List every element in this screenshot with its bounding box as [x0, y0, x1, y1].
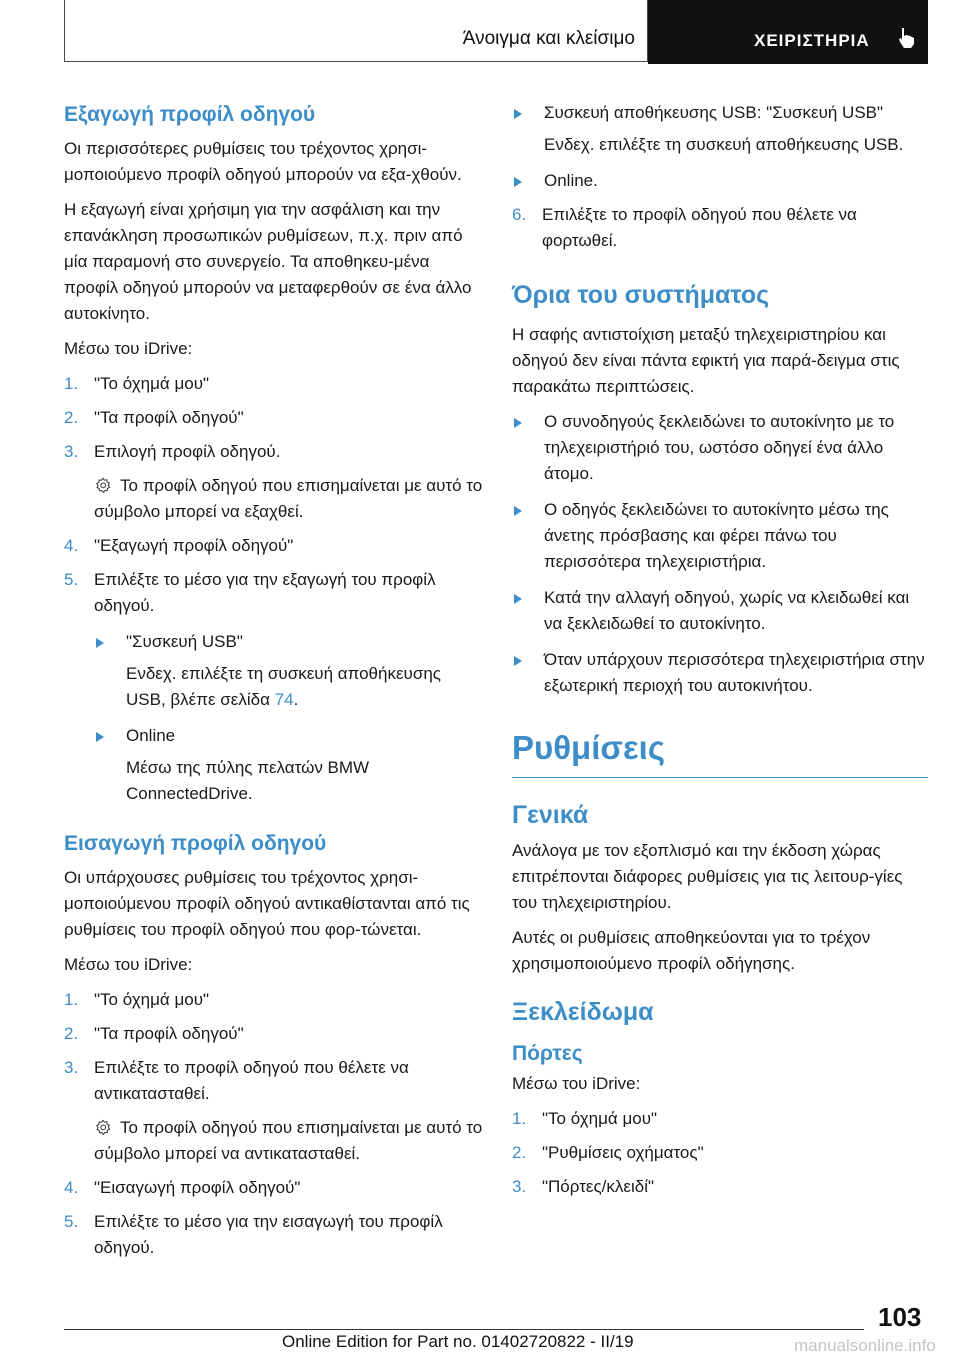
- bullet-item: Ο οδηγός ξεκλειδώνει το αυτοκίνητο μέσω της άνετης πρόσβασης και φέρει πάνω του περισσότερα τηλεχειριστήρια.: [512, 497, 928, 575]
- unlock-heading: Ξεκλείδωμα: [512, 998, 654, 1026]
- export-paragraph-1: Οι περισσότερες ρυθμίσεις του τρέχοντος χρησι-μοποιούμενο προφίλ οδηγού μπορούν να εξα-χθούν.: [64, 139, 462, 184]
- bullet-item: Όταν υπάρχουν περισσότερα τηλεχειριστήρια στην εξωτερική περιοχή του αυτοκινήτου.: [512, 647, 928, 699]
- list-item: 3. "Πόρτες/κλειδί": [512, 1177, 655, 1196]
- import-step-6: [512, 202, 928, 254]
- page-link[interactable]: 74: [274, 690, 294, 709]
- bullet-item: Κατά την αλλαγή οδηγού, χωρίς να κλειδωθεί και να ξεκλειδωθεί το αυτοκίνητο.: [512, 585, 928, 637]
- right-column: [512, 100, 928, 1208]
- bullet-item: Ο συνοδηγούς ξεκλειδώνει το αυτοκίνητο με το τηλεχειριστήριό του, ωστόσο οδηγεί ένα άλλο άτομο.: [512, 409, 928, 487]
- import-steps-continued: [64, 1175, 484, 1261]
- export-paragraph-2: Η εξαγωγή είναι χρήσιμη για την ασφάλιση και την επανάκληση προσωπικών ρυθμίσεων, π.χ. πριν από μία παραμονή στο συνεργείο. Τα αποθηκευ-μένα προφίλ οδηγού μπορούν να μεταφερθούν σε ένα άλλο αυτοκίνητο.: [64, 200, 472, 323]
- export-steps: [64, 371, 484, 465]
- import-steps: [64, 987, 484, 1107]
- list-item: 2. "Τα προφίλ οδηγού": [64, 408, 244, 427]
- general-paragraph-2: Αυτές οι ρυθμίσεις αποθηκεύονται για το τρέχον χρησιμοποιούμενο προφίλ οδήγησης.: [512, 928, 871, 973]
- bullet-item: Συσκευή αποθήκευσης USB: "Συσκευή USB" Ενδεχ. επιλέξτε τη συσκευή αποθήκευσης USB.: [512, 100, 928, 158]
- gear-icon: [94, 1119, 112, 1137]
- system-limits-paragraph: Η σαφής αντιστοίχιση μεταξύ τηλεχειριστηρίου και οδηγού δεν είναι πάντα εφικτή για παρά-δειγμα στις παρακάτω περιπτώσεις.: [512, 325, 900, 396]
- export-options: [94, 629, 484, 807]
- export-heading: Εξαγωγή προφίλ οδηγού: [64, 103, 316, 126]
- triangle-bullet-icon: [514, 506, 522, 516]
- doors-steps: [512, 1106, 928, 1200]
- page-header: [64, 0, 928, 64]
- import-via: Μέσω του iDrive:: [64, 955, 193, 974]
- doors-via: Μέσω του iDrive:: [512, 1074, 641, 1093]
- triangle-bullet-icon: [514, 594, 522, 604]
- list-item: 5. Επιλέξτε το μέσο για την εισαγωγή του προφίλ οδηγού.: [64, 1212, 443, 1257]
- triangle-bullet-icon: [96, 732, 104, 742]
- left-column: [64, 100, 484, 1269]
- import-heading: Εισαγωγή προφίλ οδηγού: [64, 832, 327, 855]
- general-paragraph-1: Ανάλογα με τον εξοπλισμό και την έκδοση χώρας επιτρέπονται διάφορες ρυθμίσεις για τις λειτουρ-γίες του τηλεχειριστηρίου.: [512, 841, 903, 912]
- triangle-bullet-icon: [514, 418, 522, 428]
- general-heading: Γενικά: [512, 801, 589, 829]
- export-note: Το προφίλ οδηγού που επισημαίνεται με αυτό το σύμβολο μπορεί να εξαχθεί.: [94, 476, 483, 521]
- bullet-item: "Συσκευή USB" Ενδεχ. επιλέξτε τη συσκευή αποθήκευσης USB, βλέπε σελίδα 74.: [94, 629, 484, 713]
- list-item: 6. Επιλέξτε το προφίλ οδηγού που θέλετε να φορτωθεί.: [512, 205, 857, 250]
- section-title: Άνοιγμα και κλείσιμο: [462, 28, 635, 49]
- edition-text: Online Edition for Part no. 01402720822 - II/19: [282, 1332, 634, 1351]
- section-title-box: [64, 0, 648, 62]
- doors-heading: Πόρτες: [512, 1042, 583, 1065]
- list-item: 2. "Ρυθμίσεις οχήματος": [512, 1143, 704, 1162]
- chapter-tab: [648, 0, 928, 64]
- list-item: 5. Επιλέξτε το μέσο για την εξαγωγή του προφίλ οδηγού.: [64, 570, 436, 615]
- hand-pointer-icon: [896, 26, 918, 50]
- import-note: Το προφίλ οδηγού που επισημαίνεται με αυτό το σύμβολο μπορεί να αντικατασταθεί.: [94, 1118, 483, 1163]
- list-item: 2. "Τα προφίλ οδηγού": [64, 1024, 244, 1043]
- list-item: 4. "Εξαγωγή προφίλ οδηγού": [64, 536, 294, 555]
- gear-icon: [94, 477, 112, 495]
- import-paragraph-1: Οι υπάρχουσες ρυθμίσεις του τρέχοντος χρησι-μοποιούμενου προφίλ οδηγού αντικαθίστανται από τις ρυθμίσεις του προφίλ οδηγού που φορ-τώνεται.: [64, 868, 470, 939]
- system-limits-heading: Όρια του συστήματος: [512, 281, 770, 309]
- list-item: 4. "Εισαγωγή προφίλ οδηγού": [64, 1178, 301, 1197]
- chapter-label: ΧΕΙΡΙΣΤΗΡΙΑ: [754, 31, 870, 50]
- list-item: 1. "Το όχημά μου": [64, 374, 210, 393]
- system-limits-list: [512, 409, 928, 699]
- export-steps-continued: [64, 533, 484, 619]
- import-options: [512, 100, 928, 194]
- list-item: 3. Επιλέξτε το προφίλ οδηγού που θέλετε να αντικατασταθεί.: [64, 1058, 409, 1103]
- bullet-item: Online.: [512, 168, 928, 194]
- triangle-bullet-icon: [514, 177, 522, 187]
- list-item: 3. Επιλογή προφίλ οδηγού.: [64, 442, 281, 461]
- triangle-bullet-icon: [514, 109, 522, 119]
- watermark: manualsonline.info: [794, 1336, 936, 1355]
- export-via: Μέσω του iDrive:: [64, 339, 193, 358]
- page-number: 103: [878, 1302, 922, 1332]
- footer-divider: [64, 1329, 864, 1330]
- list-item: 1. "Το όχημά μου": [512, 1109, 658, 1128]
- list-item: 1. "Το όχημά μου": [64, 990, 210, 1009]
- bullet-item: Online Μέσω της πύλης πελατών BMW ConnectedDrive.: [94, 723, 484, 807]
- triangle-bullet-icon: [96, 638, 104, 648]
- triangle-bullet-icon: [514, 656, 522, 666]
- settings-chapter-title: Ρυθμίσεις: [512, 725, 928, 778]
